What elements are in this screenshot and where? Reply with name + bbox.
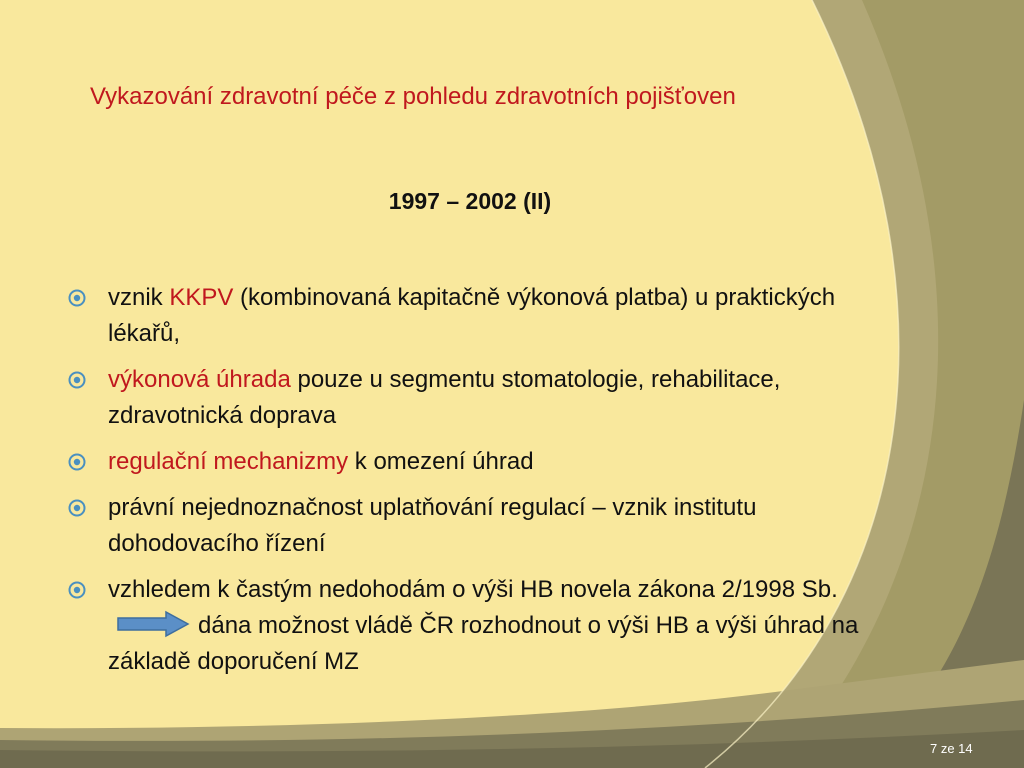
- bullet-item: [68, 280, 888, 352]
- slide-subtitle: 1997 – 2002 (II): [388, 188, 552, 214]
- bullet-highlight: KKPV: [169, 284, 234, 311]
- bullet-item: [68, 444, 888, 480]
- right-arrow-icon: [116, 610, 190, 638]
- bullet-highlight: regulační mechanizmy: [108, 448, 349, 475]
- circle-bullet-icon: [68, 499, 86, 517]
- bullet-text: dána možnost vládě ČR rozhodnout o výši HB a výši úhrad na základě doporučení MZ: [108, 612, 859, 675]
- circle-bullet-icon: [68, 581, 86, 599]
- bullet-text: k omezení úhrad: [348, 448, 534, 475]
- page-number: 7 ze 14: [930, 741, 973, 756]
- bullet-item: [68, 362, 888, 434]
- bullet-highlight: výkonová úhrada: [108, 366, 291, 393]
- bullet-text: vznik: [108, 284, 170, 311]
- bullet-text: (kombinovaná kapitačně výkonová platba) u praktických lékařů,: [108, 284, 836, 347]
- bullet-text: pouze u segmentu stomatologie, rehabilitace, zdravotnická doprava: [108, 366, 781, 429]
- slide-title: Vykazování zdravotní péče z pohledu zdravotních pojišťoven: [90, 83, 736, 110]
- bullet-item: [68, 490, 888, 562]
- circle-bullet-icon: [68, 453, 86, 471]
- bullet-item: [68, 572, 888, 680]
- bullet-text: vzhledem k častým nedohodám o výši HB novela zákona 2/1998 Sb.: [108, 576, 838, 603]
- circle-bullet-icon: [68, 371, 86, 389]
- bullet-text: právní nejednoznačnost uplatňování regulací – vznik institutu dohodovacího řízení: [108, 494, 757, 557]
- circle-bullet-icon: [68, 289, 86, 307]
- bullet-list: [68, 280, 888, 690]
